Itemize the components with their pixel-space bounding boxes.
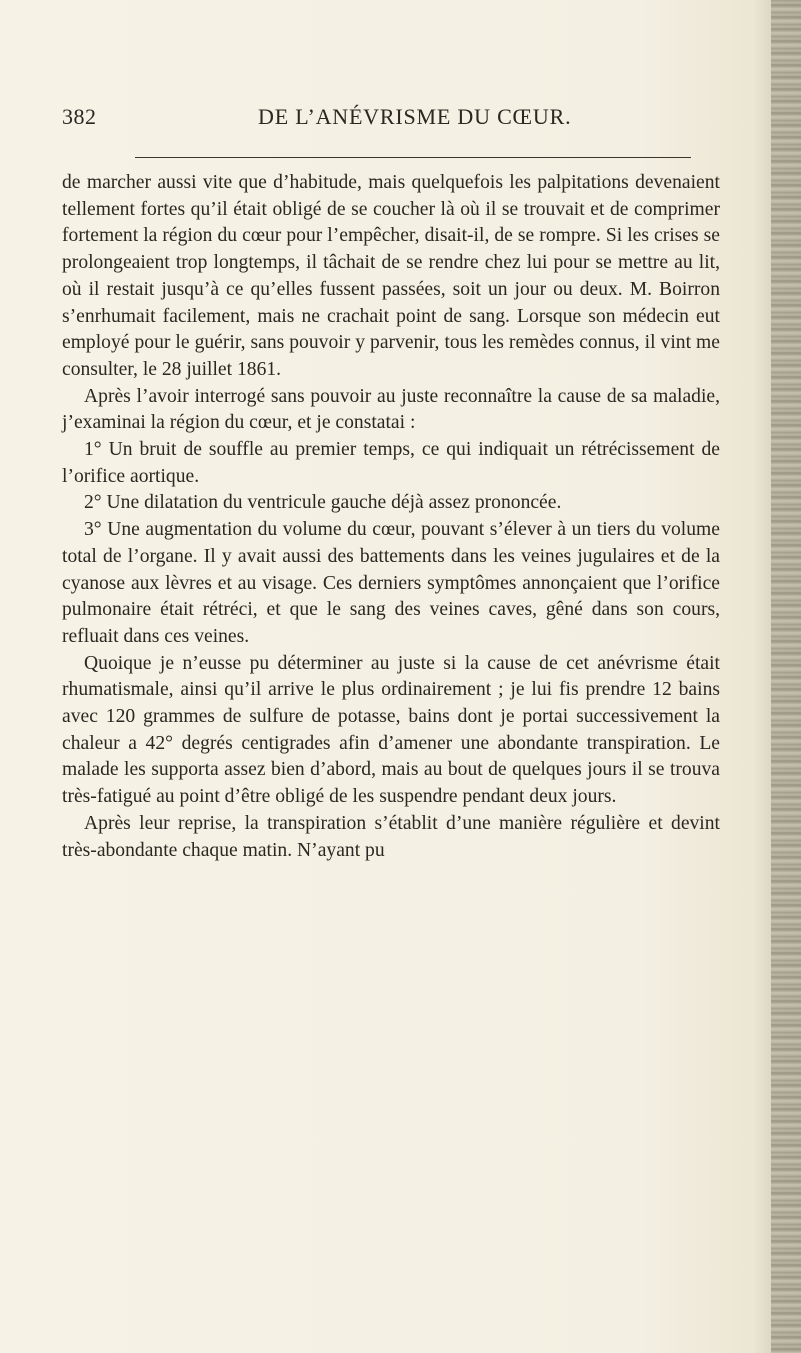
paragraph-resumption: Après leur reprise, la transpiration s’établit d’une manière régulière et devint très-abondante chaque matin. N’ayant pu: [62, 812, 720, 861]
body-text: [62, 170, 720, 864]
header-rule: [135, 157, 691, 158]
running-header: [0, 104, 780, 144]
paragraph-continuation: de marcher aussi vite que d’habitude, mais quelquefois les palpitations devenaient tellement fortes qu’il était obligé de se coucher là où il se trouvait et de comprimer fortement la région du cœur pour l’empêcher, disait-il, de se rompre. Si les crises se prolongeaient trop longtemps, il tâchait de se rendre chez lui pour se mettre au lit, où il restait jusqu’à ce qu’elles fussent passées, soit un jour ou deux. M. Boirron s’enrhumait facilement, mais ne crachait point de sang. Lorsque son médecin eut employé pour le guérir, sans pouvoir y parvenir, tous les remèdes connus, il vint me consulter, le 28 juillet 1861.: [62, 172, 720, 380]
paragraph-finding-3: 3° Une augmentation du volume du cœur, pouvant s’élever à un tiers du volume total de l’organe. Il y avait aussi des battements dans les veines jugulaires et de la cyanose aux lèvres et au visage. Ces derniers symptômes annonçaient que l’orifice pulmonaire était rétréci, et que le sang des veines caves, gêné dans son cours, refluait dans ces veines.: [62, 519, 720, 647]
paragraph-examination: Après l’avoir interrogé sans pouvoir au juste reconnaître la cause de sa maladie, j’examinai la région du cœur, et je constatai :: [62, 385, 720, 434]
paragraph-finding-2: 2° Une dilatation du ventricule gauche déjà assez prononcée.: [84, 492, 562, 514]
paragraph-finding-1: 1° Un bruit de souffle au premier temps, ce qui indiquait un rétrécissement de l’orifice aortique.: [62, 439, 720, 487]
page-number: 382: [62, 104, 97, 129]
paragraph-treatment: Quoique je n’eusse pu déterminer au juste si la cause de cet anévrisme était rhumatismale, ainsi qu’il arrive le plus ordinairement ; je lui fis prendre 12 bains avec 120 grammes de sulfure de potasse, bains dont je portai successivement la chaleur a 42° degrés centigrades afin d’amener une abondante transpiration. Le malade les supporta assez bien d’abord, mais au bout de quelques jours il se trouva très-fatigué au point d’être obligé de les suspendre pendant deux jours.: [62, 652, 720, 808]
page-edge: [771, 0, 801, 1353]
running-title: DE L’ANÉVRISME DU CŒUR.: [258, 104, 572, 129]
